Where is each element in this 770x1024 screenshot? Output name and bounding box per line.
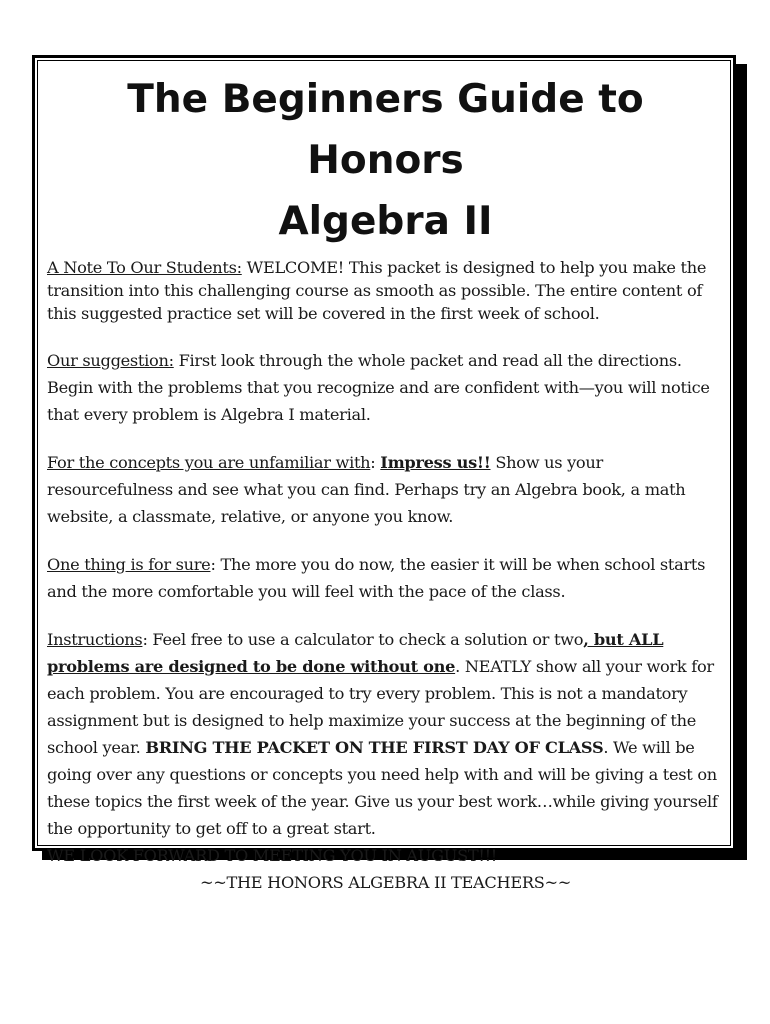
instructions-text-1: : Feel free to use a calculator to check a solution or two bbox=[142, 630, 584, 649]
note-label: A Note To Our Students: bbox=[47, 258, 242, 277]
suggestion-text: First look through the whole packet and read all the directions. Begin with the problems that you recognize and are confident with—you will notice that every problem is Algebra I material. bbox=[47, 351, 710, 424]
unfamiliar-colon: : bbox=[370, 453, 381, 472]
instructions-text-2: . NEATLY show all your work for each problem. You are encouraged to try every problem. This is not a mandatory assignment but is designed to help maximize your success at the beginning of the school year. bbox=[47, 657, 714, 757]
unfamiliar-label: For the concepts you are unfamiliar with bbox=[47, 453, 371, 472]
suggestion-paragraph bbox=[47, 347, 724, 428]
unfamiliar-text: Show us your resourcefulness and see what you can find. Perhaps try an Algebra book, a math website, a classmate, relative, or anyone you know. bbox=[47, 453, 686, 526]
signature-line: ~~THE HONORS ALGEBRA II TEACHERS~~ bbox=[199, 873, 572, 892]
document-content bbox=[37, 60, 731, 892]
sure-label: One thing is for sure bbox=[47, 555, 211, 574]
impress-us: Impress us!! bbox=[380, 453, 491, 472]
look-forward-line: WE LOOK FORWARD TO MEETING YOU IN AUGUST!!! bbox=[47, 846, 498, 865]
sure-paragraph bbox=[47, 551, 724, 605]
instructions-text-3: . We will be going over any questions or concepts you need help with and will be giving a test on these topics the first week of the year. Give us your best work…while giving yourself the opportunity to get off to a great start. bbox=[47, 738, 718, 838]
instructions-paragraph bbox=[47, 626, 724, 842]
instructions-emphasis: , but ALL problems are designed to be done without one bbox=[47, 630, 664, 676]
frame-gap bbox=[35, 58, 733, 892]
page-title bbox=[47, 69, 724, 252]
sure-text: : The more you do now, the easier it will be when school starts and the more comfortable you will feel with the pace of the class. bbox=[47, 555, 706, 601]
unfamiliar-paragraph bbox=[47, 449, 724, 530]
title-line-1: The Beginners Guide to Honors bbox=[127, 77, 644, 183]
document-frame bbox=[32, 55, 736, 892]
note-welcome: WELCOME! bbox=[246, 258, 344, 277]
bring-packet: BRING THE PACKET ON THE FIRST DAY OF CLASS bbox=[145, 738, 604, 757]
title-line-2: Algebra II bbox=[278, 199, 493, 244]
note-text: This packet is designed to help you make the transition into this challenging course as smooth as possible. The entire content of this suggested practice set will be covered in the first week of school. bbox=[47, 258, 707, 323]
suggestion-label: Our suggestion: bbox=[47, 351, 174, 370]
instructions-label: Instructions bbox=[47, 630, 143, 649]
note-paragraph bbox=[47, 256, 724, 325]
